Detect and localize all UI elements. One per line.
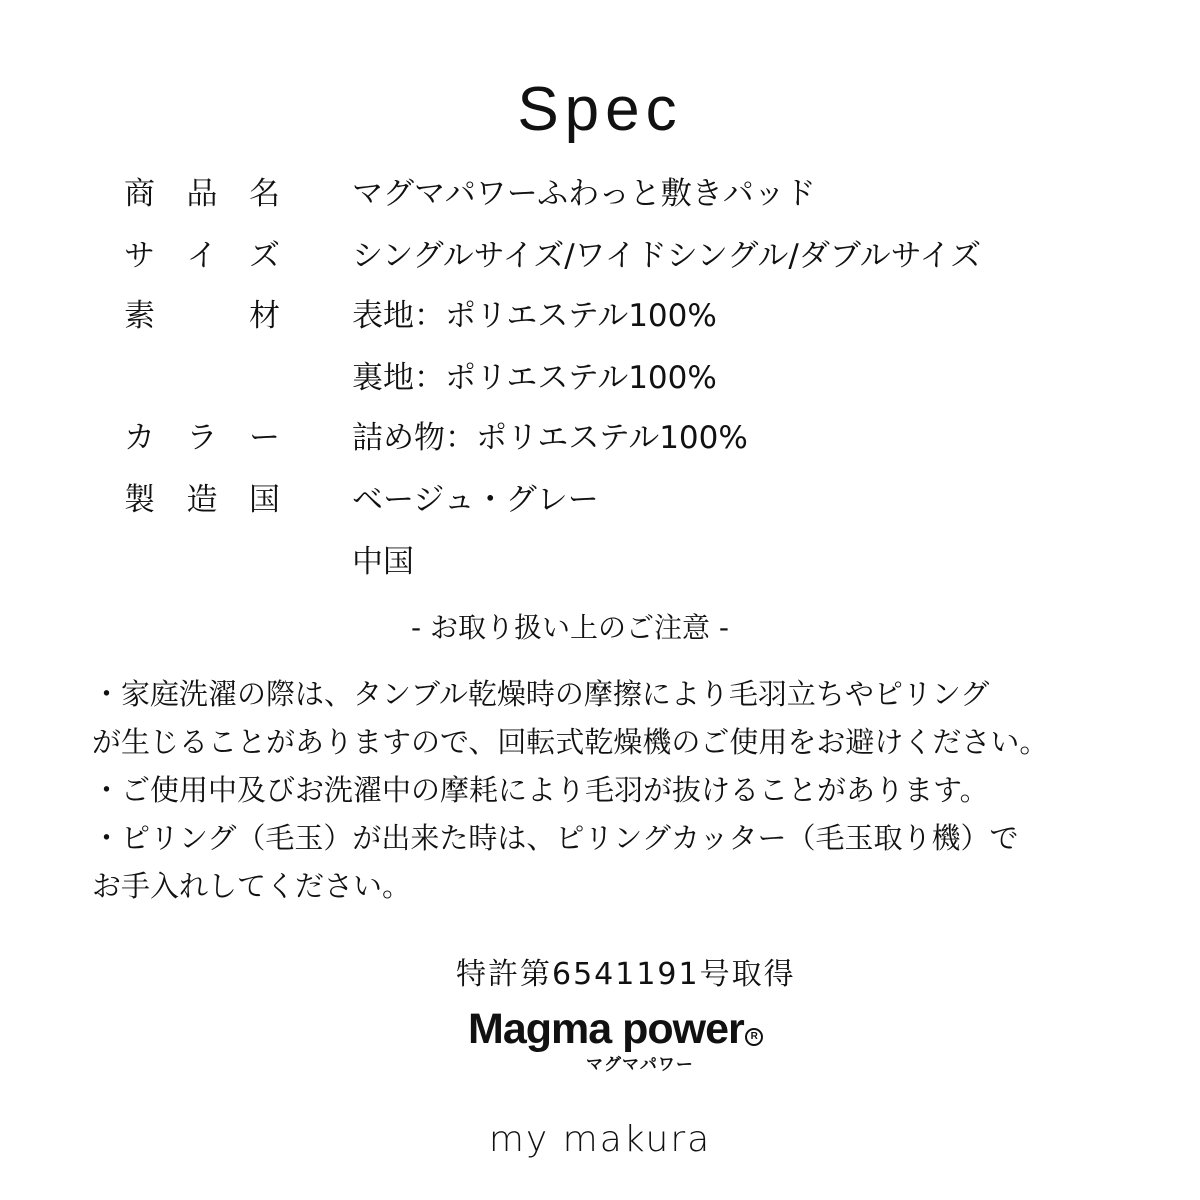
label-char: サ <box>124 238 155 274</box>
caution-line: ・ご使用中及びお洗濯中の摩耗により毛羽が抜けることがあります。 <box>92 773 989 807</box>
label-char: 名 <box>249 176 280 212</box>
label-char: ー <box>249 420 280 456</box>
brand-name: Magma power <box>468 1005 744 1053</box>
label-char: 品 <box>186 176 218 212</box>
label-char: 商 <box>124 176 155 212</box>
caution-heading: - お取り扱い上のご注意 - <box>410 611 729 644</box>
label-char: 製 <box>124 482 155 518</box>
label-char: 素 <box>124 298 155 334</box>
my-makura-logo: my makura <box>488 1119 712 1160</box>
registered-mark-icon: R <box>745 1028 763 1046</box>
label-char: 造 <box>186 482 218 518</box>
caution-line: が生じることがありますので、回転式乾燥機のご使用をお避けください。 <box>92 725 1049 759</box>
spec-value-product-name: マグマパワーふわっと敷きパッド <box>352 176 816 212</box>
spec-label-size <box>124 236 280 276</box>
caution-notes <box>92 670 1092 910</box>
page-title: Spec <box>517 75 683 144</box>
caution-line: ・家庭洗濯の際は、タンブル乾燥時の摩擦により毛羽立ちやピリング <box>92 677 990 711</box>
label-char: カ <box>124 420 155 456</box>
spec-label-country <box>124 480 280 520</box>
magma-power-logo <box>468 1004 828 1075</box>
label-char: 材 <box>249 298 280 334</box>
label-char: 国 <box>249 482 280 518</box>
caution-line: ・ピリング（毛玉）が出来た時は、ピリングカッター（毛玉取り機）で <box>92 821 1019 855</box>
patent-number: 特許第6541191号取得 <box>456 957 796 992</box>
spec-label-color <box>124 418 280 458</box>
label-char: ズ <box>249 238 280 274</box>
spec-value-outer-material: 表地：ポリエステル100% <box>352 298 717 334</box>
caution-line: お手入れしてください。 <box>92 869 412 903</box>
spec-value-color: ベージュ・グレー <box>352 482 599 518</box>
spec-value-country: 中国 <box>352 544 414 580</box>
spec-label-material <box>124 296 280 336</box>
spec-label-product-name <box>124 174 280 214</box>
brand-name-wrap <box>468 1004 828 1054</box>
brand-subtitle: マグマパワー <box>586 1055 694 1075</box>
label-char: イ <box>186 238 218 274</box>
label-char: ラ <box>186 420 218 456</box>
spec-value-filling-material: 詰め物：ポリエステル100% <box>352 420 748 456</box>
spec-value-size: シングルサイズ/ワイドシングル/ダブルサイズ <box>352 238 982 274</box>
spec-value-lining-material: 裏地：ポリエステル100% <box>352 360 717 396</box>
